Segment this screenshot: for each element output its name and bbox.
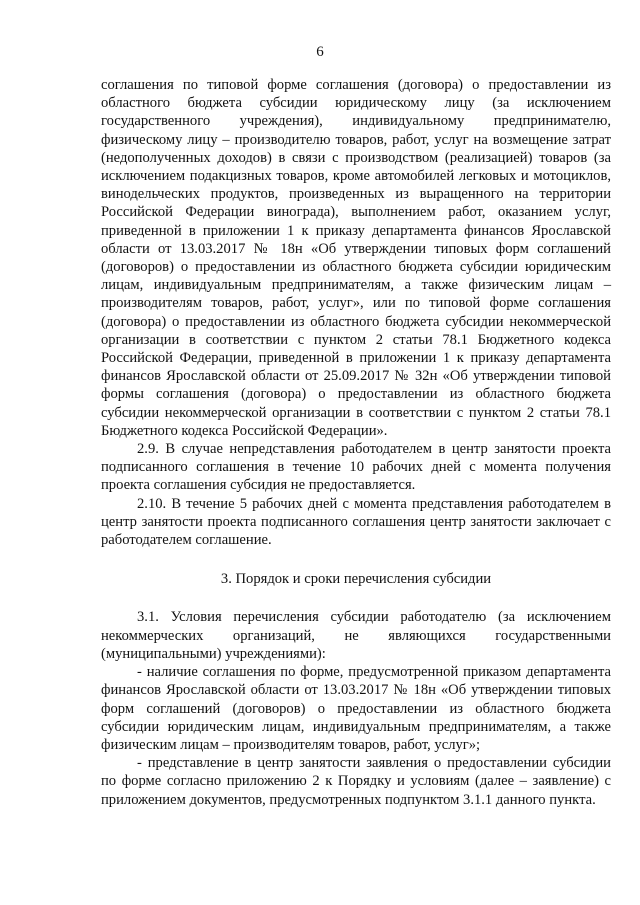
section-3-title: 3. Порядок и сроки перечисления субсидии	[220, 571, 492, 588]
paragraph-2-10: 2.10. В течение 5 рабочих дней с момента представления работодателем в центр занятости проекта подписанного соглашения центр занятости заключает с работодателем соглашение.	[101, 495, 611, 549]
list-item-application: - представление в центр занятости заявления о предоставлении субсидии по форме согласно приложению 2 к Порядку и условиям (далее – заявление) с приложением документов, предусмотренных подпунктом 3.1.1 данного пункта.	[101, 755, 611, 808]
paragraph-3-1: 3.1. Условия перечисления субсидии работодателю (за исключением некоммерческих организаций, не являющихся государственными (муниципальными) учреждениями):	[101, 609, 611, 662]
page-number: 6	[316, 44, 324, 60]
paragraph-2-9: 2.9. В случае непредставления работодателем в центр занятости проекта подписанного соглашения в течение 10 рабочих дней с момента получения проекта соглашения субсидия не предоставляется.	[101, 441, 611, 494]
paragraph-continued: соглашения по типовой форме соглашения (договора) о предоставлении из областного бюджета субсидии юридическому лицу (за исключением государственного учреждения), индивидуальному предпринимателю, физическому лицу – производителю товаров, работ, услуг на возмещение затрат (недополученных доходов) в связи с производством (реализацией) товаров (за исключением подакцизных товаров, кроме автомобилей легковых и мотоциклов, винодельческих продуктов, произведенных из выращенного на территории Российской Федерации винограда), выполнением работ, оказанием услуг, приведенной в приложении 1 к приказу департамента финансов Ярославской области от 13.03.2017 № 18н «Об утверждении типовых форм соглашений (договоров) о предоставлении из областного бюджета субсидии юридическим лицам, индивидуальным предпринимателям, а также физическим лицам – производителям товаров, работ, услуг», или по типовой форме соглашения (договора) о предоставлении из областного бюджета субсидии некоммерческой организации в соответствии с пунктом 2 статьи 78.1 Бюджетного кодекса Российской Федерации, приведенной в приложении 1 к приказу департамента финансов Ярославской области от 25.09.2017 № 32н «Об утверждении типовой формы соглашения (договора) о предоставлении из областного бюджета субсидии некоммерческой организации в соответствии с пунктом 2 статьи 78.1 Бюджетного кодекса Российской Федерации».	[101, 77, 611, 439]
list-item-agreement: - наличие соглашения по форме, предусмотренной приказом департамента финансов Ярославской области от 13.03.2017 № 18н «Об утверждении типовых форм соглашений (договоров) о предоставлении из областного бюджета субсидии юридическим лицам, индивидуальным предпринимателям, а также физическим лицам – производителям товаров, работ, услуг»;	[101, 664, 611, 753]
document-body	[101, 76, 611, 809]
